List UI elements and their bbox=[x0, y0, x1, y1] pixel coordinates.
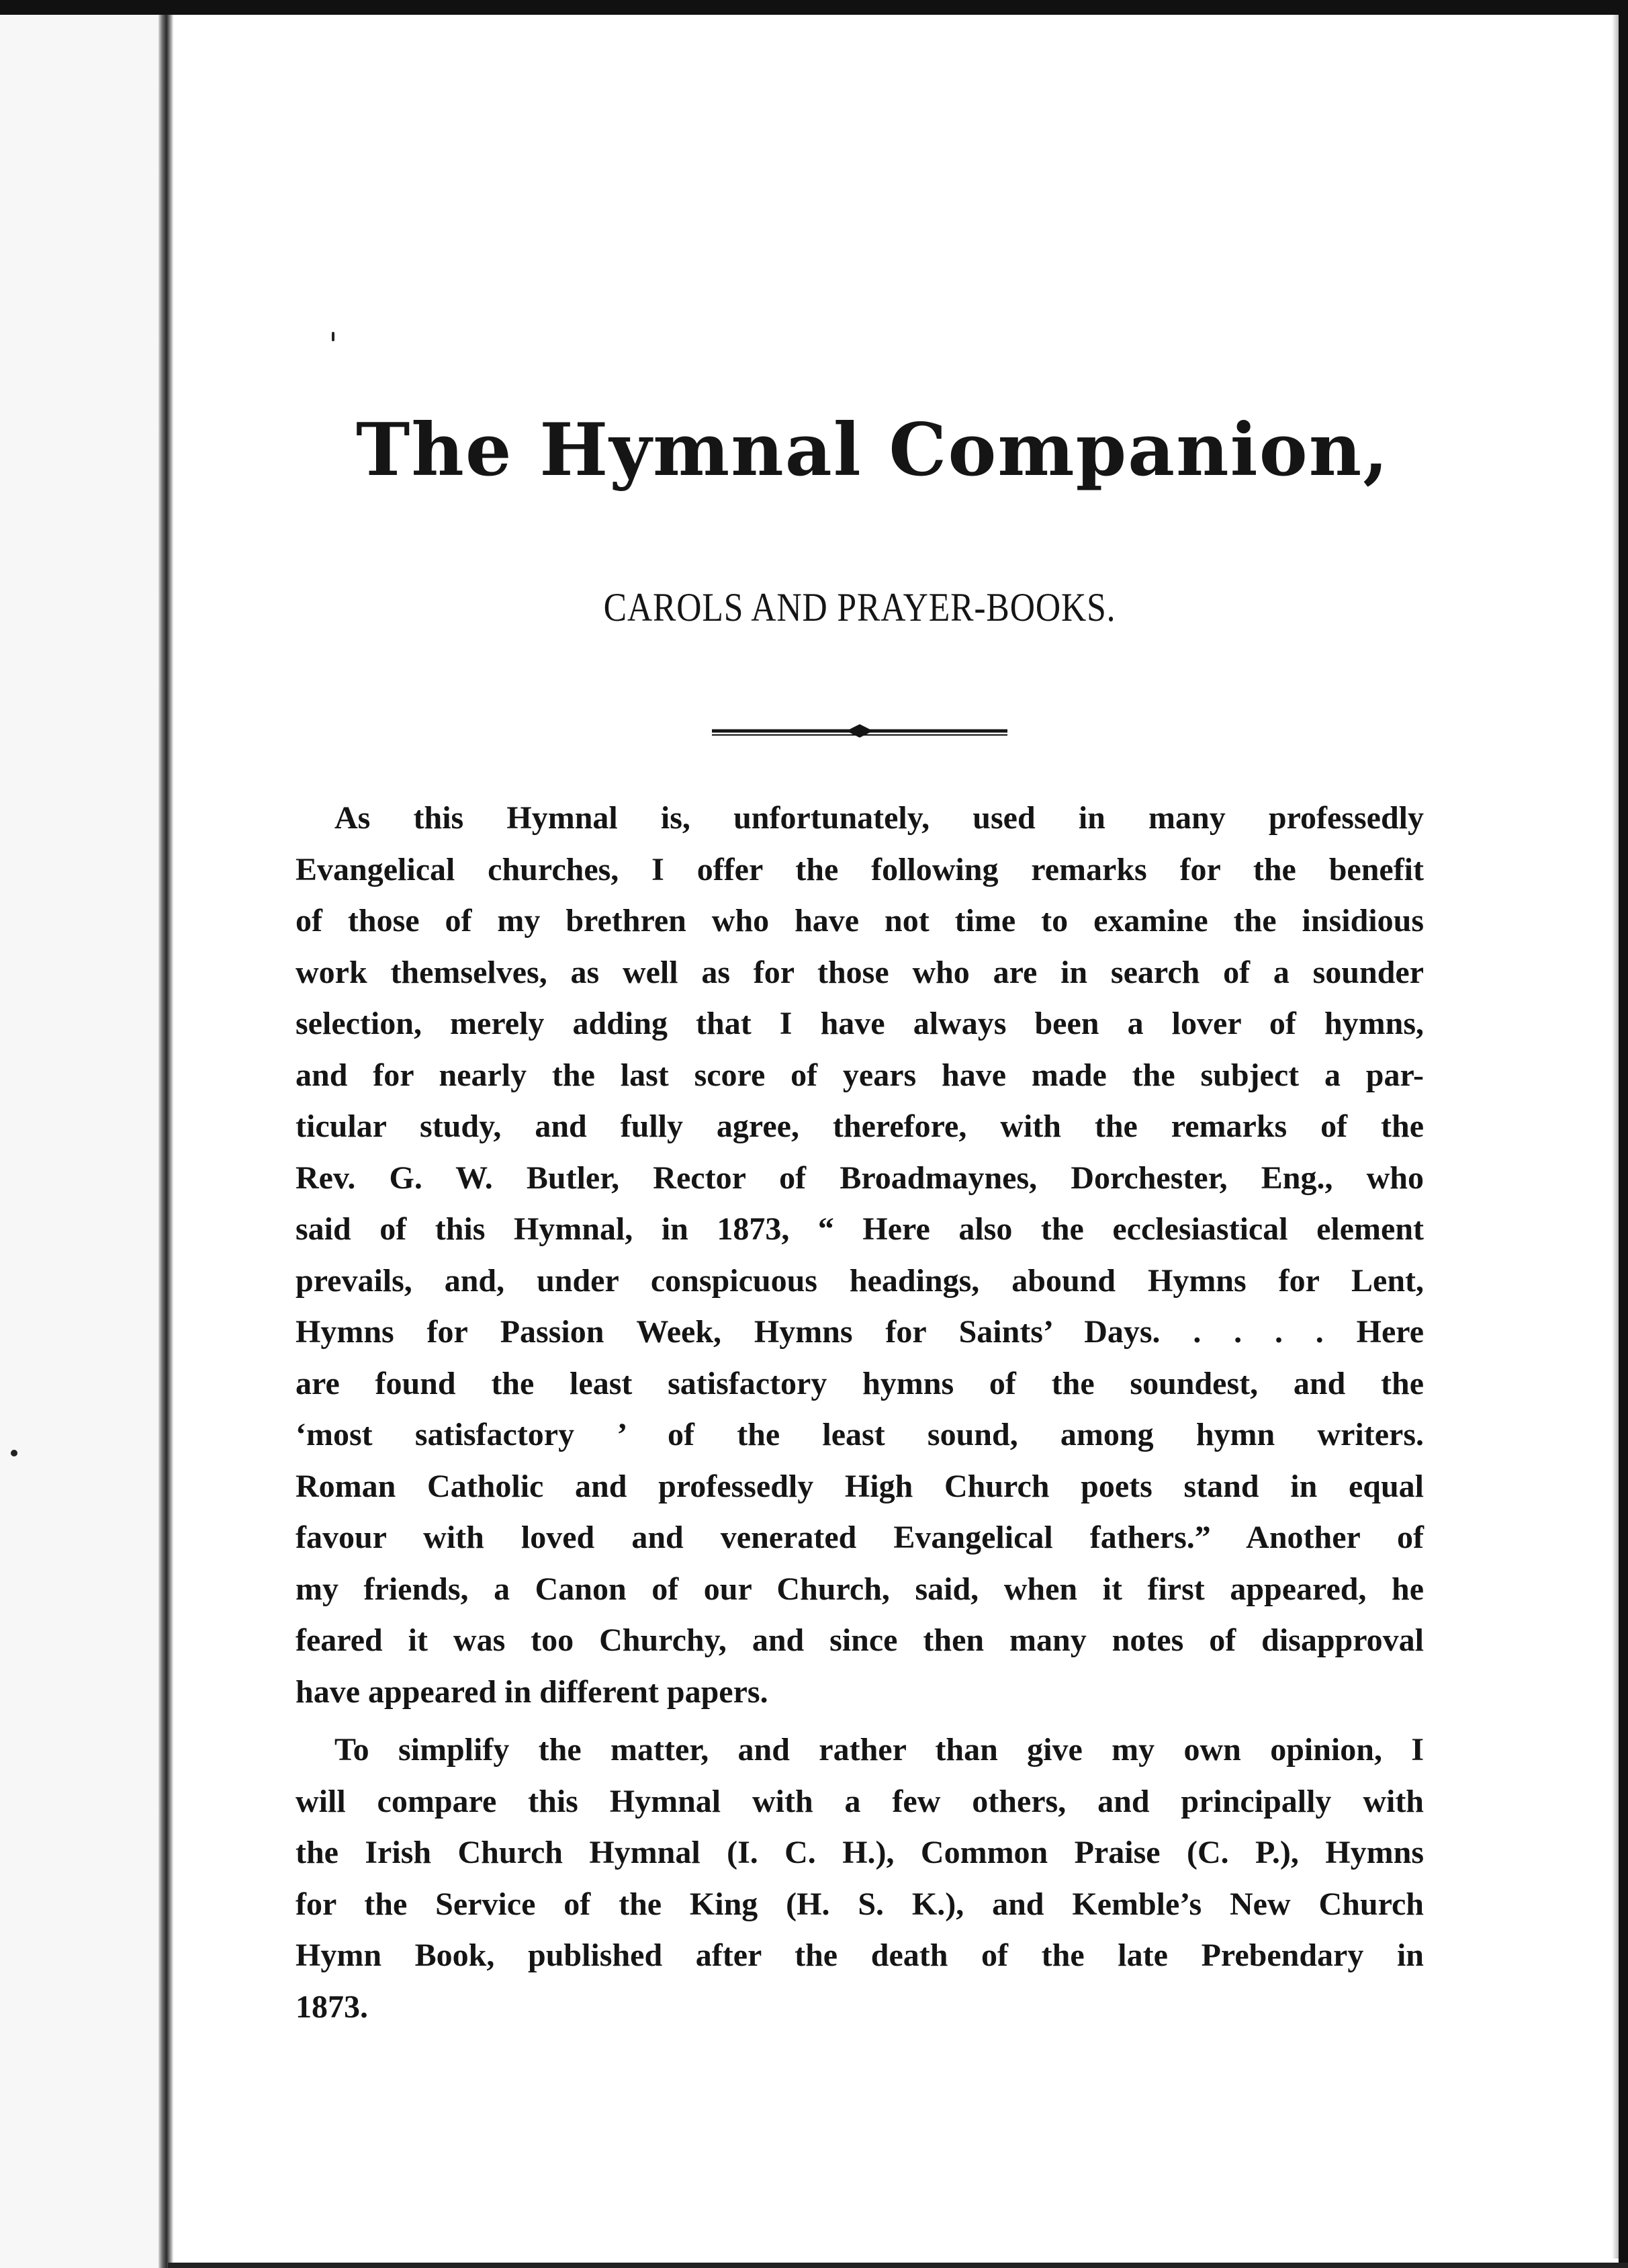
page-title: The Hymnal Companion, bbox=[356, 408, 1390, 492]
text-line: for the Service of the King (H. S. K.), and Kemble’s New Church bbox=[296, 1886, 1424, 1922]
text-line: are found the least satisfactory hymns of the soundest, and the bbox=[296, 1365, 1424, 1401]
text-line: have appeared in different papers. bbox=[296, 1673, 768, 1710]
text-line: will compare this Hymnal with a few others, and principally with bbox=[296, 1783, 1424, 1819]
book-gutter bbox=[159, 15, 173, 2268]
text-line: prevails, and, under conspicuous headings, abound Hymns for Lent, bbox=[296, 1262, 1424, 1299]
text-line: Rev. G. W. Butler, Rector of Broadmaynes, Dorchester, Eng., who bbox=[296, 1160, 1424, 1196]
text-line: my friends, a Canon of our Church, said, when it first appeared, he bbox=[296, 1571, 1424, 1607]
text-line: work themselves, as well as for those who are in search of a sounder bbox=[296, 954, 1424, 990]
paragraph-1 bbox=[296, 793, 1424, 1718]
ornamental-rule bbox=[712, 719, 1007, 743]
text-line: To simplify the matter, and rather than give my own opinion, I bbox=[334, 1732, 1424, 1768]
page-edge-shadow bbox=[1612, 15, 1619, 2259]
text-line: said of this Hymnal, in 1873, “ Here also the ecclesiastical element bbox=[296, 1211, 1424, 1247]
text-line: 1873. bbox=[296, 1989, 368, 2025]
facing-page-edge bbox=[0, 15, 159, 2268]
scan-border-top bbox=[0, 0, 1628, 15]
text-line: Hymns for Passion Week, Hymns for Saints’ Days. . . . . Here bbox=[296, 1314, 1424, 1350]
page-subtitle: CAROLS AND PRAYER-BOOKS. bbox=[603, 585, 1116, 629]
text-line: Evangelical churches, I offer the following remarks for the benefit bbox=[296, 851, 1424, 887]
text-line: the Irish Church Hymnal (I. C. H.), Common Praise (C. P.), Hymns bbox=[296, 1835, 1424, 1870]
text-line: favour with loved and venerated Evangelical fathers.” Another of bbox=[296, 1520, 1424, 1555]
text-line: ticular study, and fully agree, therefore, with the remarks of the bbox=[296, 1108, 1424, 1144]
dust-speck bbox=[332, 332, 334, 341]
scan-border-bottom bbox=[168, 2263, 1628, 2268]
text-line: feared it was too Churchy, and since then many notes of disapproval bbox=[296, 1622, 1424, 1658]
text-line: Roman Catholic and professedly High Church poets stand in equal bbox=[296, 1468, 1424, 1504]
text-line: and for nearly the last score of years have made the subject a par- bbox=[296, 1057, 1424, 1093]
text-line: As this Hymnal is, unfortunately, used in many professedly bbox=[334, 800, 1424, 836]
text-line: Hymn Book, published after the death of the late Prebendary in bbox=[296, 1937, 1424, 1973]
text-line: selection, merely adding that I have always been a lover of hymns, bbox=[296, 1006, 1424, 1041]
dust-speck bbox=[11, 1450, 17, 1456]
paragraph-2 bbox=[296, 1725, 1424, 2033]
text-line: ‘most satisfactory ’ of the least sound, among hymn writers. bbox=[296, 1417, 1424, 1452]
body-text bbox=[296, 793, 1424, 2033]
scan-border-right bbox=[1619, 0, 1628, 2268]
text-line: of those of my brethren who have not time to examine the insidious bbox=[296, 903, 1424, 939]
